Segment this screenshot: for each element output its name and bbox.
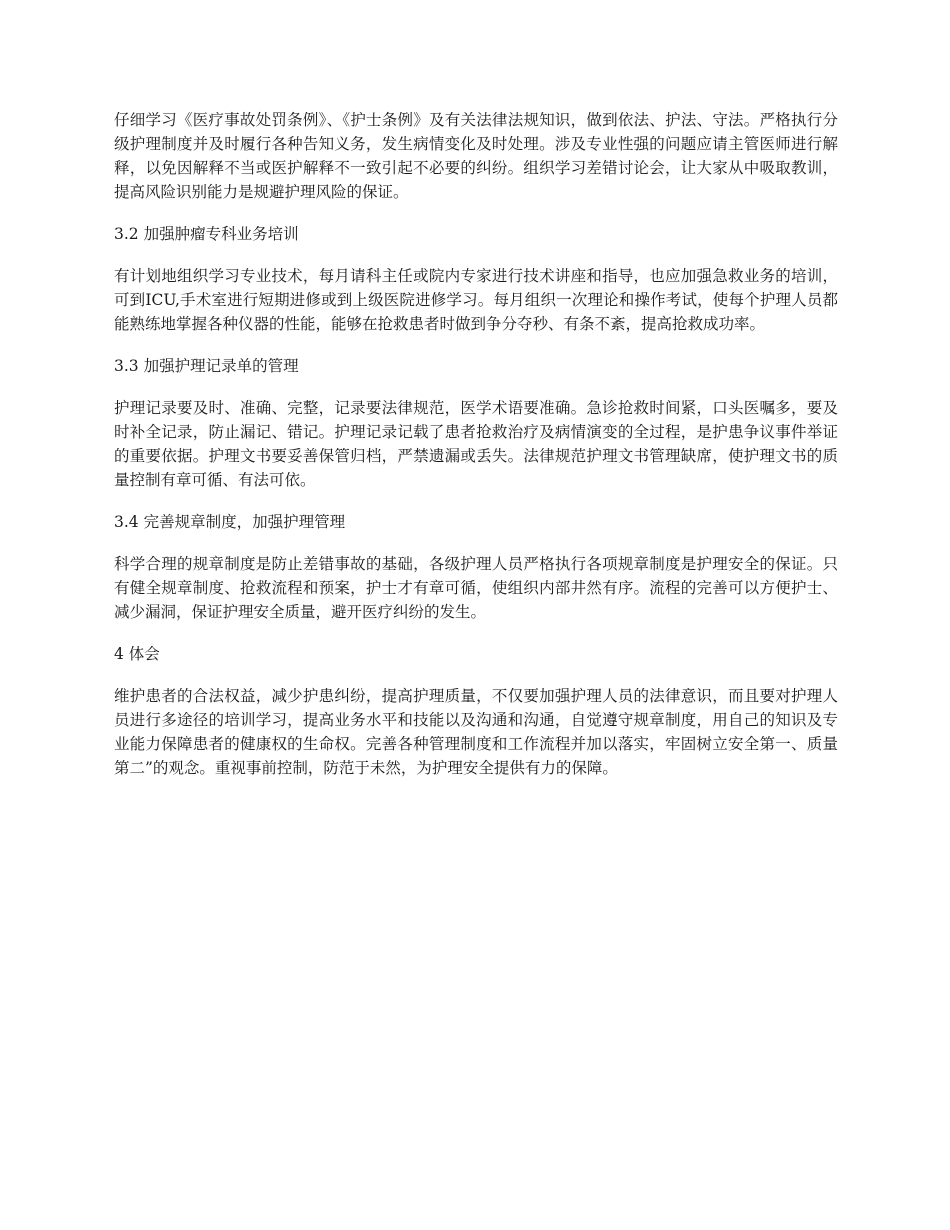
section-heading-3-3: 3.3 加强护理记录单的管理 [114, 357, 299, 375]
section-heading-3-4: 3.4 完善规章制度，加强护理管理 [114, 513, 346, 531]
paragraph-conclusion: 维护患者的合法权益，减少护患纠纷，提高护理质量，不仅要加强护理人员的法律意识，而且要对护理人员进行多途径的培训学习，提高业务水平和技能以及沟通和沟通，自觉遵守规章制度，用自己的知识及专业能力保障患者的健康权的生命权。完善各种管理制度和工作流程并加以落实，牢固树立安全第一、质量第二”的观念。重视事前控制，防范于未然，为护理安全提供有力的保障。 [114, 687, 838, 777]
section-heading-3-2: 3.2 加强肿瘤专科业务培训 [114, 225, 299, 243]
paragraph-oncology-training: 有计划地组织学习专业技术，每月请科主任或院内专家进行技术讲座和指导，也应加强急救业务的培训，可到ICU,手术室进行短期进修或到上级医院进修学习。每月组织一次理论和操作考试，使每个护理人员都能熟练地掌握各种仪器的性能，能够在抢救患者时做到争分夺秒、有条不紊，提高抢救成功率。 [114, 267, 838, 333]
document-body [114, 108, 838, 798]
section-heading-4: 4 体会 [114, 645, 160, 663]
paragraph-nursing-records: 护理记录要及时、准确、完整，记录要法律规范，医学术语要准确。急诊抢救时间紧，口头医嘱多，要及时补全记录，防止漏记、错记。护理记录记载了患者抢救治疗及病情演变的全过程，是护患争议事件举证的重要依据。护理文书要妥善保管归档，严禁遗漏或丢失。法律规范护理文书管理缺席，使护理文书的质量控制有章可循、有法可依。 [114, 399, 838, 489]
paragraph-legal-study: 仔细学习《医疗事故处罚条例》、《护士条例》及有关法律法规知识，做到依法、护法、守法。严格执行分级护理制度并及时履行各种告知义务，发生病情变化及时处理。涉及专业性强的问题应请主管医师进行解释，以免因解释不当或医护解释不一致引起不必要的纠纷。组织学习差错讨论会，让大家从中吸取教训，提高风险识别能力是规避护理风险的保证。 [114, 111, 838, 201]
paragraph-rules-management: 科学合理的规章制度是防止差错事故的基础，各级护理人员严格执行各项规章制度是护理安全的保证。只有健全规章制度、抢救流程和预案，护士才有章可循，使组织内部井然有序。流程的完善可以方便护士、减少漏洞，保证护理安全质量，避开医疗纠纷的发生。 [114, 555, 838, 621]
